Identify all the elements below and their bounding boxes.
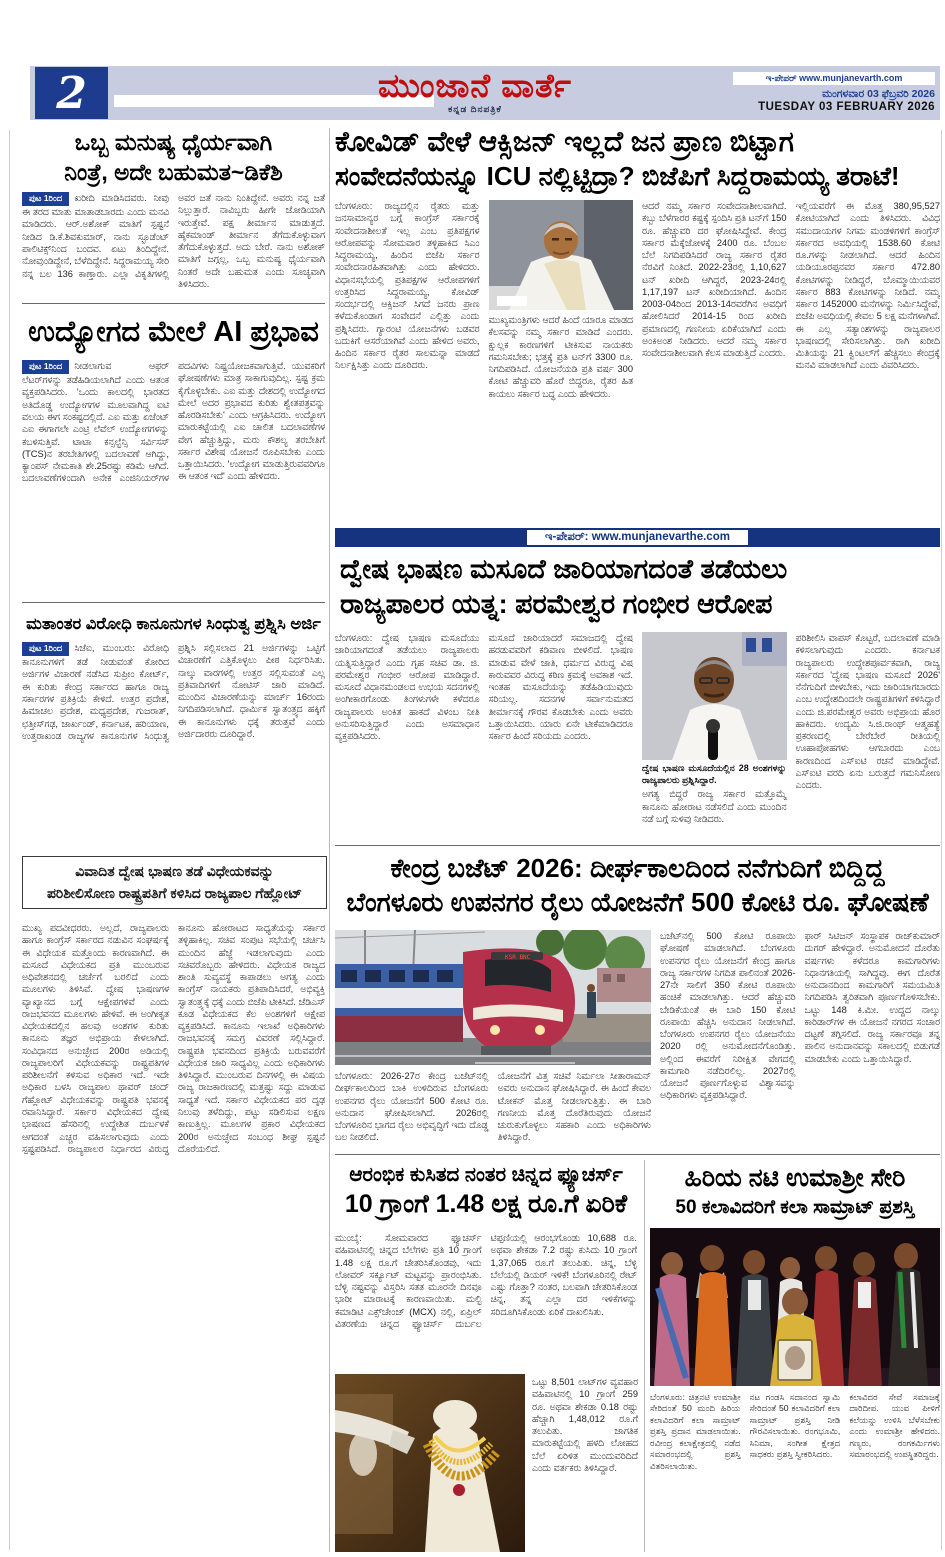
a4-headline-line1: ವಿವಾದಿತ ದ್ವೇಷ ಭಾಷಣ ತಡೆ ವಿಧೇಯಕವನ್ನು <box>75 863 274 879</box>
main-col4: ಇಲ್ಲಿಯವರೆಗೆ ಈ ಮೊತ್ತ 380,95,527 ಕೋಟಿಯಾಗಿದೆ ಎಂದು ತಿಳಿಸಿದರು. ವಿವಿಧ ಸಮುದಾಯಗಳ ನಿಗಮ ಮಂಡಳಿಗಳಿಗೆ ಕಾಂಗ್ರೆಸ್ ಸರ್ಕಾರದ ಅವಧಿಯಲ್ಲಿ 1538.60 ಕೋಟಿ ರೂ.ಗಳನ್ನು ನೀಡಲಾಗಿದೆ. ಆದರೆ ಹಿಂದಿನ ಯಡಿಯೂರಪ್ಪನವರ ಸರ್ಕಾರ 472.80 ಕೋಟಿಗಳನ್ನು ನೀಡಿದ್ದರೆ, ಬೊಮ್ಮಾಯಿಯವರ ಸರ್ಕಾರ 883 ಕೋಟಿಗಳನ್ನು ನೀಡಿದೆ. ನಮ್ಮ ಸರ್ಕಾರ 1452000 ಮನೆಗಳನ್ನು ನಿರ್ಮಿಸಿದ್ದೇವೆ, ಬಿಜೆಪಿ ಅವಧಿಯಲ್ಲಿ ಕೇವಲ 5 ಲಕ್ಷ ಮನೆಗಳಾಗಿವೆ. ಈ ಎಲ್ಲ ಸತ್ಯಾಂಶಗಳನ್ನು ರಾಜ್ಯಪಾಲರ ಭಾಷಣದಲ್ಲಿ ಸೇರಿಸಲಾಗಿತ್ತು. ರಾಗಿ ಖರೀದಿ ಮಿತಿಯನ್ನು 21 ಕ್ವಿಂಟಲ್‌ಗೆ ಹೆಚ್ಚಿಸಲು ಕೇಂದ್ರಕ್ಕೆ ಮನವಿ ಮಾಡಲಾಗಿದೆ ಎಂದು ವಿವರಿಸಿದರು. <box>795 201 940 371</box>
a4-box-headline <box>22 856 327 909</box>
main-col2-text: ಮುಖ್ಯಮಂತ್ರಿಗಳು ಆದರೆ ಹಿಂದೆ ಯಾರೂ ಮಾಡದ ಕೆಲಸವನ್ನು ನಮ್ಮ ಸರ್ಕಾರ ಮಾಡಿದೆ ಎಂದರು. ಕ್ಷುಲ್ಲಕ ಕಾರಣಗಳಿಗೆ ಟೀಕಿಸುವ ನಾಯಕರು ಗಮನಿಸಬೇಕು; ಭತ್ತಕ್ಕೆ ಪ್ರತಿ ಟನ್‌ಗೆ 3300 ರೂ. ನಿಗದಿಪಡಿಸಿದೆ. ಯೋಜನೆಯಡಿ ಪ್ರತಿ ವರ್ಷ 300 ಕೋಟಿ ಹೆಚ್ಚುವರಿ ಹೊರೆ ಬಿದ್ದರೂ, ರೈತರ ಹಿತ ಕಾಯಲು ಸರ್ಕಾರ ಬದ್ಧ ಎಂದು ಹೇಳಿದರು. <box>488 315 633 399</box>
main-headline-line2: ಸಂವೇದನೆಯನ್ನೂ ICU ನಲ್ಲಿಟ್ಟಿದ್ರಾ? ಬಿಜೆಪಿಗೆ ಸಿದ್ದರಾಮಯ್ಯ ತರಾಟೆ! <box>335 161 900 192</box>
gold-side-text: ಒಟ್ಟು 8,501 ಲಾಟ್‌ಗಳ ವ್ಯವಹಾರ ವಹಿವಾಟಿನಲ್ಲಿ 10 ಗ್ರಾಂಗೆ 259 ರೂ. ಅಥವಾ ಶೇಕಡಾ 0.18 ರಷ್ಟು ಹೆಚ್ಚಾಗಿ 1,48,012 ರೂ.ಗೆ ತಲುಪಿತು. ಜಾಗತಿಕ ಮಾರುಕಟ್ಟೆಯಲ್ಲಿ ಹಳದಿ ಲೋಹದ ಬೆಲೆ ಏರಿಳಿತ ಮುಂದುವರಿದಿದೆ ಎಂದು ವರ್ತಕರು ತಿಳಿಸಿದ್ದಾರೆ. <box>532 1377 638 1473</box>
epaper-banner-text: ಇ-ಪೇಪರ್: www.munjanevarthe.com <box>527 530 748 545</box>
budget-col3: ಬಜೆಟ್‌ನಲ್ಲಿ 500 ಕೋಟಿ ರೂಪಾಯಿ ಘೋಷಣೆ ಮಾಡಲಾಗಿದೆ. ಬೆಂಗಳೂರು ಉಪನಗರ ರೈಲು ಯೋಜನೆಗೆ ಕೇಂದ್ರ ಹಾಗೂ ರಾಜ್ಯ ಸರ್ಕಾರಗಳ ನಿಗದಿತ ಪಾಲಿನಂತೆ 2026-27ನೇ ಸಾಲಿಗೆ 350 ಕೋಟಿ ರೂಪಾಯಿ ಹಂಚಿಕೆ ಮಾಡಲಾಗಿತ್ತು. ಆದರೆ ಹೆಚ್ಚುವರಿ ಬೇಡಿಕೆಯಂತೆ ಈ ಬಾರಿ 150 ಕೋಟಿ ರೂಪಾಯಿ ಹೆಚ್ಚಿಸಿ ಅನುದಾನ ನೀಡಲಾಗಿದೆ. ಬೆಂಗಳೂರು ಉಪನಗರ ರೈಲು ಯೋಜನೆಯು 2020 ರಲ್ಲಿ ಅನುಮೋದನೆಗೊಂಡಿತ್ತು. ಅಲ್ಲಿಂದ ಈವರೆಗೆ ನಿರೀಕ್ಷಿತ ವೇಗದಲ್ಲಿ ಕಾಮಗಾರಿ ನಡೆದಿರಲಿಲ್ಲ. 2027ರಲ್ಲಿ ಯೋಜನೆ ಪೂರ್ಣಗೊಳ್ಳುವ ವಿಶ್ವಾಸವನ್ನು ಅಧಿಕಾರಿಗಳು ವ್ಯಕ್ತಪಡಿಸಿದ್ದಾರೆ. <box>660 931 796 1101</box>
a1-body-text: ಖರೀದಿ ಮಾಡಿಸಿದವರು. ನೀವು ಈ ತರದ ಮಾತು ಮಾತಾಡಬಾರದು ಎಂದು ಮನವಿ ಮಾಡಿದರು. ಆರ್.ಅಶೋಕ್ ಮಾತಿಗೆ ಸ್ಪಷ್ಟನೆ ನೀಡಿದ ಡಿ.ಕೆ.ಶಿವಕುಮಾರ್, ನಾನು ಸ್ಟೂಡೆಂಟ್ ಪಾಲಿಟಿಕ್ಸ್‌ನಿಂದ ಬಂದವ. ಏಟು ತಿಂದಿದ್ದೇನೆ. ನೋವುಂಡಿದ್ದೇನೆ, ಬೆಳೆದಿದ್ದೇನೆ. ಸಿದ್ದರಾಮಯ್ಯ ಸೇರಿ ನನ್ನ ಬಲ 136 ಕಾಣ್ತಾರು. ಎಲ್ಲಾ ವಿಕೃತಿಗಳಲ್ಲಿ ಅವರ ಜತೆ ನಾನು ನಿಂತಿದ್ದೇನೆ. ಅವರು ನನ್ನ ಜತೆ ನಿಲ್ಲುತ್ತಾರೆ. ನಾವಿಬ್ಬರು ಹೀಗೇ ಜೋಡಿಯಾಗಿ ಇರುತ್ತೇವೆ. ಪಕ್ಷ ತೀರ್ಮಾನ ಮಾಡುತ್ತದೆ. ಹೈಕಮಾಂಡ್ ತೀರ್ಮಾನ ತೆಗೆದುಕೊಳ್ಳುವಾಗ ತೆಗೆದುಕೊಳ್ಳುತ್ತದೆ. ಅದು ಬೇರೆ. ನಾನು ಅಶೋಕ್ ಮಾತಿಗೆ ಜಗ್ಗಲ್ಲ, ಒಬ್ಬ ಮನುಷ್ಯ ಧೈರ್ಯವಾಗಿ ನಿಂತರೆ ಅದೇ ಬಹುಮತ ಎಂದು ಸೂಚ್ಯವಾಗಿ ತಿಳಿಸಿದರು. <box>22 193 325 289</box>
main-article-columns <box>335 200 940 522</box>
budget-headline-line1: ಕೇಂದ್ರ ಬಜೆಟ್ 2026: ದೀರ್ಘಕಾಲದಿಂದ ನನೆಗುದಿಗೆ ಬಿದ್ದಿದ್ದ <box>390 853 885 883</box>
budget-caption-row <box>335 1070 651 1150</box>
a1-headline-line2: ನಿಂತ್ರೆ, ಅದೇ ಬಹುಮತ~ಡಿಕೆಶಿ <box>64 158 283 185</box>
a3-body <box>22 642 325 848</box>
page-number <box>35 67 108 119</box>
hate-divider <box>335 845 940 846</box>
a3-headline: ಮತಾಂತರ ವಿರೋಧಿ ಕಾನೂನುಗಳ ಸಿಂಧುತ್ವ ಪ್ರಶ್ನಿಸಿ ಅರ್ಜಿ <box>26 615 321 633</box>
date-english: TUESDAY 03 FEBRUARY 2026 <box>758 101 935 113</box>
hate-col2: ಮಸೂದೆ ಜಾರಿಯಾದರೆ ಸಮಾಜದಲ್ಲಿ ದ್ವೇಷ ಹರಡುವವರಿಗೆ ಕಡಿವಾಣ ಬೀಳಲಿದೆ. ಭಾಷಣ ಮಾಡುವ ವೇಳೆ ಜಾತಿ, ಧರ್ಮದ ವಿರುದ್ಧ ವಿಷ ಕಾರುವವರ ವಿರುದ್ಧ ಕಠಿಣ ಕ್ರಮಕ್ಕೆ ಅವಕಾಶ ಇದೆ. ಇಂತಹ ಮಸೂದೆಯನ್ನು ತಡೆಹಿಡಿಯುವುದು ಸರಿಯಲ್ಲ. ಸದನಗಳ ಸರ್ವಾನುಮತದ ತೀರ್ಮಾನಕ್ಕೆ ಗೌರವ ಕೊಡಬೇಕು ಎಂದು ಅವರು ಒತ್ತಾಯಿಸಿದರು. ಯಾರು ಏನೇ ಟೀಕೆಮಾಡಿದರೂ ಸರ್ಕಾರ ಹಿಂದೆ ಸರಿಯದು ಎಂದರು. <box>488 633 633 742</box>
column-divider-left <box>329 128 330 1552</box>
budget-headline-line2: ಬೆಂಗಳೂರು ಉಪನಗರ ರೈಲು ಯೋಜನೆಗೆ 500 ಕೋಟಿ ರೂ. ಘೋಷಣೆ <box>346 886 929 917</box>
hate-col4: ಪರಿಶೀಲಿಸಿ ವಾಪಸ್ ಕೊಟ್ಟರೆ, ಬದಲಾವಣೆ ಮಾಡಿ ಕಳಿಸಲಾಗುವುದು ಎಂದರು. ಕರ್ನಾಟಕ ರಾಜ್ಯಪಾಲರು ಉದ್ದೇಶಪೂರ್ವಕವಾಗಿ, ರಾಜ್ಯ ಸರ್ಕಾರದ 'ದ್ವೇಷ ಭಾಷಣ ಮಸೂದೆ 2026' ನೆನೆಗುದಿಗೆ ಬೀಳಬೇಕು, ಇದು ಜಾರಿಯಾಗಬಾರದು ಎಂಬ ಉದ್ದೇಶದಿಂದಲೇ ರಾಷ್ಟ್ರಪತಿಗಳಿಗೆ ಕಳಿಸಿದ್ದಾರೆ ಎಂದು ಜಿ.ಪರಮೇಶ್ವರ ಅವರು ಅಭಿಪ್ರಾಯ ಹೊರ ಹಾಕಿದರು. ಉದ್ಯಮಿ ಸಿ.ಜಿ.ರಾಂಥ್ ಆತ್ಮಹತ್ಯೆ ಪ್ರಕರಣದಲ್ಲಿ ಬೇರೆಬೇರೆ ರೀತಿಯಲ್ಲಿ ಊಹಾಪೋಹಗಳು ಆಗಬಾರದು ಎಂಬ ಕಾರಣದಿಂದ ಎಸ್‌ಐಟಿ ರಚನೆ ಮಾಡಿದ್ದೇವೆ. ಎಸ್‌ಐಟಿ ವರದಿ ಏನು ಬರುತ್ತದೆ ಗಮನಿಸೋಣ ಎಂದರು. <box>795 633 940 791</box>
epaper-url: ಇ-ಪೇಪರ್ www.munjanevarth.com <box>733 72 935 85</box>
hate-col3-text: ಅಗತ್ಯ ಬಿದ್ದರೆ ರಾಜ್ಯ ಸರ್ಕಾರ ಮತ್ತೊಮ್ಮೆ ಕಾನೂನು ಹೋರಾಟ ನಡೆಸಲಿದೆ ಎಂದು ಮುಂದಿನ ನಡೆ ಬಗ್ಗೆ ಸುಳಿವು ನೀಡಿದರು. <box>642 789 787 824</box>
budget-caption-col2: ಯೋಜನೆಗೆ ವಿತ್ತ ಸಚಿವೆ ನಿರ್ಮಲಾ ಸೀತಾರಾಮನ್ ಅವರು ಅನುದಾನ ಘೋಷಿಸಿದ್ದಾರೆ. ಈ ಹಿಂದೆ ಕೇವಲ ಟೋಕನ್ ಮೊತ್ತ ನೀಡಲಾಗುತ್ತಿತ್ತು. ಈ ಬಾರಿ ಗಣನೀಯ ಮೊತ್ತ ದೊರೆತಿರುವುದು ಯೋಜನೆ ಚುರುಕುಗೊಳ್ಳಲು ಸಹಕಾರಿ ಎಂದು ಅಧಿಕಾರಿಗಳು ತಿಳಿಸಿದ್ದಾರೆ. <box>497 1071 651 1143</box>
gold-jewellery-photo <box>335 1374 525 1552</box>
a3-from-page1-badge: ಪುಟ 1ರಿಂದ <box>22 642 69 656</box>
hate-photo-caption: ದ್ವೇಷ ಭಾಷಣ ಮಸೂದೆಯಲ್ಲಿನ 28 ಅಂಶಗಳನ್ನು ರಾಜ್ಯಪಾಲರು ಪ್ರಶ್ನಿಸಿದ್ದಾರೆ. <box>642 763 787 785</box>
newspaper-subtitle: ಕನ್ನಡ ದಿನಪತ್ರಿಕೆ <box>448 104 502 114</box>
suburban-train-photo <box>335 930 651 1065</box>
main-col2 <box>489 200 634 522</box>
umashree-body-columns <box>650 1392 940 1552</box>
umashree-col3: ಕಲಾವಿದರ ಸೇವೆ ಸಮಾಜಕ್ಕೆ ದಾರಿದೀಪ. ಯುವ ಪೀಳಿಗೆ ಕಲೆಯನ್ನು ಉಳಿಸಿ ಬೆಳೆಸಬೇಕು ಎಂದು ಉಮಾಶ್ರೀ ಹೇಳಿದರು. ಗಣ್ಯರು, ರಂಗಕರ್ಮಿಗಳು ಸಮಾರಂಭದಲ್ಲಿ ಉಪಸ್ಥಿತರಿದ್ದರು. <box>849 1392 941 1460</box>
column-divider-bottom <box>644 1160 645 1552</box>
a2-body <box>22 360 325 598</box>
svg-text:KSR BNC: KSR BNC <box>505 954 531 961</box>
a2-from-page1-badge: ಪುಟ 1ರಿಂದ <box>22 360 69 374</box>
a4-body: ಮುಖ್ಯ ಪದವೀಧರರು. ಅಲ್ಲದೆ, ರಾಜ್ಯಪಾಲರು ಹಾಗೂ ಕಾಂಗ್ರೆಸ್ ಸರ್ಕಾರದ ನಡುವಿನ ಸಂಘರ್ಷಕ್ಕೆ ಈ ವಿಧೇಯಕ ಮತ್ತೊಂದು ಕಾರಣವಾಗಿದೆ. ಈ ಮಸೂದೆ ವಿಧೇಯಕದ ಪ್ರತಿ ಮುಂಬರುವ ಅಧಿವೇಶನದಲ್ಲಿ ಚರ್ಚೆಗೆ ಬರಲಿದೆ ಎಂದು ಮೂಲಗಳು ತಿಳಿಸಿವೆ. ದ್ವೇಷ ಭಾಷಣಗಳ ವ್ಯಾಖ್ಯಾನದ ಬಗ್ಗೆ ಆಕ್ಷೇಪಗಳಿವೆ ಎಂದು ರಾಜಭವನದ ಮೂಲಗಳು ಹೇಳಿವೆ. ಈ ಅಂಗೀಕೃತ ವಿಧೇಯಕದಲ್ಲಿನ ಹಲವು ಅಂಶಗಳ ಕುರಿತು ಕಾನೂನು ತಜ್ಞರ ಅಭಿಪ್ರಾಯ ಕೇಳಲಾಗಿದೆ. ಸಂವಿಧಾನದ ಅನುಚ್ಛೇದ 200ರ ಅಡಿಯಲ್ಲಿ ರಾಜ್ಯಪಾಲರಿಗೆ ವಿಧೇಯಕವನ್ನು ರಾಷ್ಟ್ರಪತಿಗಳ ಪರಿಶೀಲನೆಗೆ ಕಳಿಸುವ ಅಧಿಕಾರ ಇದೆ. ಇದೇ ಅಧಿಕಾರ ಬಳಸಿ ರಾಜ್ಯಪಾಲ ಥಾವರ್ ಚಂದ್ ಗೆಹ್ಲೋಟ್ ವಿಧೇಯಕವನ್ನು ರಾಷ್ಟ್ರಪತಿ ಭವನಕ್ಕೆ ರವಾನಿಸಿದ್ದಾರೆ. ಸರ್ಕಾರ ವಿಧೇಯಕದ ದ್ವೇಷ ಭಾಷಣದ ಹೆಸರಿನಲ್ಲಿ ಉದ್ದೇಶಿತ ದುರ್ಬಳಕೆ ಆಗದಂತೆ ಎಚ್ಚರ ವಹಿಸಲಾಗುವುದು ಎಂದು ಸ್ಪಷ್ಟಪಡಿಸಿದೆ. ರಾಜ್ಯಪಾಲರ ನಿರ್ಧಾರದ ವಿರುದ್ಧ ಕಾನೂನು ಹೋರಾಟದ ಸಾಧ್ಯತೆಯನ್ನು ಸರ್ಕಾರ ತಳ್ಳಿಹಾಕಿಲ್ಲ. ಸಚಿವ ಸಂಪುಟ ಸಭೆಯಲ್ಲಿ ಚರ್ಚಿಸಿ ಮುಂದಿನ ಹೆಜ್ಜೆ ಇಡಲಾಗುವುದು ಎಂದು ಸಚಿವರೊಬ್ಬರು ಹೇಳಿದರು. ವಿಧೇಯಕ ರಾಜ್ಯದ ಶಾಂತಿ ಸುವ್ಯವಸ್ಥೆ ಕಾಪಾಡಲು ಅಗತ್ಯ ಎಂದು ಕಾಂಗ್ರೆಸ್ ನಾಯಕರು ಪ್ರತಿಪಾದಿಸಿದರೆ, ಅಭಿವ್ಯಕ್ತಿ ಸ್ವಾತಂತ್ರ್ಯಕ್ಕೆ ಧಕ್ಕೆ ಎಂದು ಬಿಜೆಪಿ ಟೀಕಿಸಿದೆ. ಜೆಡಿಎಸ್ ಕೂಡ ವಿಧೇಯಕದ ಕೆಲ ಅಂಶಗಳಿಗೆ ಆಕ್ಷೇಪ ವ್ಯಕ್ತಪಡಿಸಿದೆ. ಕಾನೂನು ಇಲಾಖೆ ಅಧಿಕಾರಿಗಳು ರಾಜಭವನಕ್ಕೆ ಸಮಗ್ರ ವಿವರಣೆ ಸಲ್ಲಿಸಿದ್ದಾರೆ. ರಾಷ್ಟ್ರಪತಿ ಭವನದಿಂದ ಪ್ರತಿಕ್ರಿಯೆ ಬರುವವರೆಗೆ ವಿಧೇಯಕ ಜಾರಿ ಸಾಧ್ಯವಿಲ್ಲ ಎಂದು ಅಧಿಕಾರಿಗಳು ತಿಳಿಸಿದ್ದಾರೆ. ಮುಂಬರುವ ದಿನಗಳಲ್ಲಿ ಈ ವಿಷಯ ರಾಜ್ಯ ರಾಜಕಾರಣದಲ್ಲಿ ಮತ್ತಷ್ಟು ಸದ್ದು ಮಾಡುವ ಸಾಧ್ಯತೆ ಇದೆ. ಸರ್ಕಾರ ವಿಧೇಯಕದ ಪರ ದೃಢ ನಿಲುವು ತಳೆದಿದ್ದು, ಪಟ್ಟು ಸಡಿಲಿಸುವ ಲಕ್ಷಣ ಕಾಣುತ್ತಿಲ್ಲ. ಮೂಲಗಳ ಪ್ರಕಾರ ವಿಧೇಯಕದ 200ರ ಅನುಚ್ಛೇದ ಸಂಬಂಧ ಶೀಘ್ರ ಸ್ಪಷ್ಟನೆ ದೊರೆಯಲಿದೆ. <box>22 923 325 1154</box>
page-number-text: 2 <box>56 67 87 119</box>
hate-col1: ಬೆಂಗಳೂರು: ದ್ವೇಷ ಭಾಷಣ ಮಸೂದೆಯು ಜಾರಿಯಾಗದಂತೆ ತಡೆಯಲು ರಾಜ್ಯಪಾಲರು ಯತ್ನಿಸುತ್ತಿದ್ದಾರೆ ಎಂದು ಗೃಹ ಸಚಿವ ಡಾ. ಜಿ. ಪರಮೇಶ್ವರ ಗಂಭೀರ ಆರೋಪ ಮಾಡಿದ್ದಾರೆ. ಮಸೂದೆ ವಿಧಾನಮಂಡಲದ ಉಭಯ ಸದನಗಳಲ್ಲಿ ಅಂಗೀಕಾರಗೊಂಡು ತಿಂಗಳುಗಳೇ ಕಳೆದರೂ ರಾಜ್ಯಪಾಲರು ಅಂಕಿತ ಹಾಕದೆ ವಿಳಂಬ ನೀತಿ ಅನುಸರಿಸುತ್ತಿದ್ದಾರೆ ಎಂದು ಅಸಮಾಧಾನ ವ್ಯಕ್ತಪಡಿಸಿದರು. <box>335 633 480 742</box>
gold-headline-line2: 10 ಗ್ರಾಂಗೆ 1.48 ಲಕ್ಷ ರೂ.ಗೆ ಏರಿಕೆ <box>344 1190 628 1218</box>
page-left-edge <box>9 130 10 1550</box>
budget-divider <box>335 1154 940 1155</box>
epaper-banner <box>335 528 940 547</box>
budget-body-columns <box>660 930 940 1150</box>
hate-headline <box>340 552 940 622</box>
a1-headline <box>22 128 325 188</box>
parameshwara-photo <box>642 632 787 760</box>
siddaramaiah-photo <box>489 200 634 310</box>
a2-divider <box>22 602 325 603</box>
a1-from-page1-badge: ಪುಟ 1ರಿಂದ <box>22 192 69 206</box>
umashree-headline-line2: 50 ಕಲಾವಿದರಿಗೆ ಕಲಾ ಸಾಮ್ರಾಟ್ ಪ್ರಶಸ್ತಿ <box>675 1197 915 1218</box>
budget-col4: ಫಾರ್ ಸಿಟಿಜನ್ ಸಂಸ್ಥಾಪಕ ರಾಜ್‌ಕುಮಾರ್ ದುಗರ್ ಹೇಳಿದ್ದಾರೆ. ಅನುಮೋದನೆ ದೊರೆತು ವರ್ಷಗಳು ಕಳೆದರೂ ಕಾಮಗಾರಿಗಳು ನಿಧಾನಗತಿಯಲ್ಲಿ ಸಾಗಿದ್ದವು. ಈಗ ದೊರೆತ ಅನುದಾನದಿಂದ ಕಾಮಗಾರಿಗೆ ಸಮಯಮಿತಿ ನಿಗದಿಪಡಿಸಿ ತ್ವರಿತವಾಗಿ ಪೂರ್ಣಗೊಳಿಸಬೇಕು. ಒಟ್ಟು 148 ಕಿ.ಮೀ. ಉದ್ದದ ನಾಲ್ಕು ಕಾರಿಡಾರ್‌ಗಳ ಈ ಯೋಜನೆ ನಗರದ ಸಂಚಾರ ದಟ್ಟಣೆ ತಗ್ಗಿಸಲಿದೆ. ರಾಜ್ಯ ಸರ್ಕಾರವೂ ತನ್ನ ಪಾಲಿನ ಅನುದಾನವನ್ನು ಸಕಾಲದಲ್ಲಿ ಬಿಡುಗಡೆ ಮಾಡಬೇಕು ಎಂದು ಒತ್ತಾಯಿಸಿದ್ದಾರೆ. <box>804 931 940 1064</box>
a1-divider <box>22 303 325 304</box>
page-right-edge <box>941 130 942 1550</box>
newspaper-title: ಮುಂಜಾನೆ ವಾರ್ತೆ <box>378 67 572 104</box>
budget-headline <box>335 852 940 920</box>
umashree-col1: ಬೆಂಗಳೂರು: ಚಿತ್ರನಟಿ ಉಮಾಶ್ರೀ ಸೇರಿದಂತೆ 50 ಮಂದಿ ಹಿರಿಯ ಕಲಾವಿದರಿಗೆ ಕಲಾ ಸಾಮ್ರಾಟ್ ಪ್ರಶಸ್ತಿ ಪ್ರದಾನ ಮಾಡಲಾಯಿತು. ರವೀಂದ್ರ ಕಲಾಕ್ಷೇತ್ರದಲ್ಲಿ ನಡೆದ ಸಮಾರಂಭದಲ್ಲಿ ಪ್ರಶಸ್ತಿ ವಿತರಿಸಲಾಯಿತು. <box>650 1392 741 1471</box>
a4-headline-line2: ಪರಿಶೀಲಿಸೋಣ ರಾಷ್ಟ್ರಪತಿಗೆ ಕಳಿಸಿದ ರಾಜ್ಯಪಾಲ ಗೆಹ್ಲೋಟ್ <box>46 884 303 901</box>
budget-caption-col1: ಬೆಂಗಳೂರು: 2026-27ರ ಕೇಂದ್ರ ಬಜೆಟ್‌ನಲ್ಲಿ ದೀರ್ಘಕಾಲದಿಂದ ಬಾಕಿ ಉಳಿದಿರುವ ಬೆಂಗಳೂರು ಉಪನಗರ ರೈಲು ಯೋಜನೆಗೆ 500 ಕೋಟಿ ರೂ. ಅನುದಾನ ಘೋಷಿಸಲಾಗಿದೆ. 2026ರಲ್ಲಿ ಬೆಂಗಳೂರಿನ ಭಾಗದ ರೈಲು ಅಭಿವೃದ್ಧಿಗೆ ಇದು ದೊಡ್ಡ ಬಲ ನೀಡಲಿದೆ. <box>335 1071 489 1143</box>
award-ceremony-photo <box>650 1228 940 1386</box>
main-col1: ಬೆಂಗಳೂರು: ರಾಜ್ಯದಲ್ಲಿನ ರೈತರು ಮತ್ತು ಜನಸಾಮಾನ್ಯರ ಬಗ್ಗೆ ಕಾಂಗ್ರೆಸ್ ಸರ್ಕಾರಕ್ಕೆ ಸಂವೇದನಾಶೀಲತೆ ಇಲ್ಲ ಎಂಬ ಪ್ರತಿಪಕ್ಷಗಳ ಆರೋಪವನ್ನು ಸೋಮವಾರ ತಳ್ಳಿಹಾಕಿದ ಸಿಎಂ ಸಿದ್ದರಾಮಯ್ಯ, ಹಿಂದಿನ ಬಿಜೆಪಿ ಸರ್ಕಾರ ಸಂವೇದನಾರಹಿತವಾಗಿತ್ತು ಎಂದು ಹೇಳಿದರು. ವಿಧಾನಸಭೆಯಲ್ಲಿ ಪ್ರತಿಪಕ್ಷಗಳ ಆರೋಪಗಳಿಗೆ ಉತ್ತರಿಸಿದ ಸಿದ್ದರಾಮಯ್ಯ, ಕೋವಿಡ್ ಸಂದರ್ಭದಲ್ಲಿ ಆಕ್ಸಿಜನ್ ಸಿಗದೆ ಜನರು ಪ್ರಾಣ ಕಳೆದುಕೊಂಡಾಗ ಸಂವೇದನೆ ಎಲ್ಲಿತ್ತು ಎಂದು ಪ್ರಶ್ನಿಸಿದರು. ಗ್ಯಾರಂಟಿ ಯೋಜನೆಗಳು ಬಡವರ ಬದುಕಿಗೆ ಆಸರೆಯಾಗಿವೆ ಎಂದು ಹೇಳಿದ ಅವರು, ಹಿಂದಿನ ಸರ್ಕಾರ ರೈತರ ಸಾಲಮನ್ನಾ ಮಾಡದೆ ನಿರ್ಲಕ್ಷಿಸಿತ್ತು ಎಂದು ದೂರಿದರು. <box>335 201 480 371</box>
gold-headline-line1: ಆರಂಭಿಕ ಕುಸಿತದ ನಂತರ ಚಿನ್ನದ ಫ್ಯೂಚರ್ಸ್ <box>349 1164 623 1186</box>
a2-headline: ಉದ್ಯೋಗದ ಮೇಲೆ AI ಪ್ರಭಾವ <box>28 316 319 348</box>
umashree-col2: ನಟ ಗಂಡಸಿ ಸದಾನಂದ ಸ್ವಾಮಿ ಸೇರಿದಂತೆ 50 ಕಲಾವಿದರಿಗೆ ಕಲಾ ಸಾಮ್ರಾಟ್ ಪ್ರಶಸ್ತಿ ನೀಡಿ ಗೌರವಿಸಲಾಯಿತು. ರಂಗಭೂಮಿ, ಸಿನಿಮಾ, ಸಂಗೀತ ಕ್ಷೇತ್ರದ ಸಾಧಕರು ಪ್ರಶಸ್ತಿ ಸ್ವೀಕರಿಸಿದರು. <box>749 1392 841 1460</box>
hate-headline-line1: ದ್ವೇಷ ಭಾಷಣ ಮಸೂದೆ ಜಾರಿಯಾಗದಂತೆ ತಡೆಯಲು <box>340 554 788 584</box>
main-headline <box>335 124 940 194</box>
date-kannada: ಮಂಗಳವಾರ 03 ಫೆಬ್ರವರಿ 2026 <box>822 88 935 100</box>
hate-article-columns <box>335 632 940 842</box>
gold-body: ಮುಂಬೈ: ಸೋಮವಾರದ ಫ್ಯೂಚರ್ಸ್ ವಹಿವಾಟಿನಲ್ಲಿ ಚಿನ್ನದ ಬೆಲೆಗಳು ಪ್ರತಿ 10 ಗ್ರಾಂಗೆ 1.48 ಲಕ್ಷ ರೂ.ಗೆ ಚೇತರಿಸಿಕೊಂಡವು, ಇದು ಲೋವರ್ ಸರ್ಕ್ಯೂಟ್ ಮಟ್ಟವನ್ನು ಪ್ರಾರಂಭಿಸಿತು. ಬೆಳ್ಳಿ ನಷ್ಟವನ್ನು ವಿಸ್ತರಿಸಿ ಸತತ ಮೂರನೇ ದಿನವೂ ಭಾರೀ ಮಾರಾಟಕ್ಕೆ ಕಾರಣವಾಯಿತು. ಮಲ್ಟಿ ಕಮಾಡಿಟಿ ಎಕ್ಸ್‌ಚೇಂಜ್ (MCX) ನಲ್ಲಿ, ಏಪ್ರಿಲ್ ವಿತರಣೆಯ ಚಿನ್ನದ ಫ್ಯೂಚರ್ಸ್ ದುರ್ಬಲ ಟಿಪ್ಪಣಿಯಲ್ಲಿ ಆರಂಭಗೊಂಡು 10,688 ರೂ. ಅಥವಾ ಶೇಕಡಾ 7.2 ರಷ್ಟು ಕುಸಿದು 10 ಗ್ರಾಂಗೆ 1,37,065 ರೂ.ಗೆ ತಲುಪಿತು. ಚಿನ್ನ, ಬೆಳ್ಳಿ ಬೆಲೆಯಲ್ಲಿ ಡಿಯರ್ ಇಳಿಕೆ! ಬೆಂಗಳೂರಿನಲ್ಲಿ ರೇಟ್ ಎಷ್ಟು ಗೊತ್ತಾ? ನಂತರ, ಬಲವಾಗಿ ಚೇತರಿಸಿಕೊಂಡ ಚಿನ್ನ, ತನ್ನ ಎಲ್ಲಾ ದರ ಇಳಿಕೆಗಳನ್ನು ಸರಿದೂಗಿಸಿಕೊಂಡು ಏರಿಕೆ ದಾಖಲಿಸಿತು. <box>335 1233 637 1329</box>
a2-body-text: ನೀಡಲಾಗುವ ಆಫರ್ ಲೆಟರ್‌ಗಳನ್ನು ತಡೆಹಿಡಿಯಲಾಗಿದೆ ಎಂದು ಆತಂಕ ವ್ಯಕ್ತಪಡಿಸಿದರು. 'ಒಂದು ಕಾಲದಲ್ಲಿ ಭಾರತದ ಅತಿದೊಡ್ಡ ಉದ್ಯೋಗಗಳ ಮೂಲವಾಗಿದ್ದ ಐಟಿ ವಲಯ ಈಗ ಸಂಕಷ್ಟದಲ್ಲಿದೆ. ಎಐ ಮತ್ತು ಏಜೆಂಟ್ ಎಐ ಈಗಾಗಲೇ ಎಂಟ್ರಿ ಲೆವೆಲ್ ಉದ್ಯೋಗಗಳನ್ನು ಕಬಳಿಸುತ್ತಿವೆ. ಟಾಟಾ ಕನ್ಸಲ್ಟೆನ್ಸಿ ಸರ್ವಿಸಸ್ (TCS)ನ ತರಬೇತಿಗಳಲ್ಲಿ ಬದಲಾವಣೆ ಆಗಿದ್ದು, ಕ್ಯಾಂಪಸ್ ನೇಮಕಾತಿ ಶೇ.25ರಷ್ಟು ಕಡಿಮೆ ಆಗಿದೆ. ಬದಲಾವಣೆಗಳಿಂದಾಗಿ ಅನೇಕ ಎಂಜಿನಿಯರ್‌ಗಳ ಪದವಿಗಳು ನಿಷ್ಪ್ರಯೋಜಕವಾಗುತ್ತಿವೆ. ಯುವಕರಿಗೆ ಘೋಷಣೆಗಳು ಮಾತ್ರ ಸಾಕಾಗುವುದಿಲ್ಲ. ಸ್ಪಷ್ಟ ಕ್ರಮ ಕೈಗೊಳ್ಳಬೇಕು. ಎಐ ಮತ್ತು ದೇಶದಲ್ಲಿ ಉದ್ಯೋಗದ ಮೇಲೆ ಅದರ ಪ್ರಭಾವದ ಕುರಿತು ಶ್ವೇತಪತ್ರವನ್ನು ಹೊರಡಿಸಬೇಕು' ಎಂದು ಆಗ್ರಹಿಸಿದರು. ಉದ್ಯೋಗ ಮಾರುಕಟ್ಟೆಯಲ್ಲಿ ಎಐ ಚಾಲಿತ ಬದಲಾವಣೆಗಳ ವೇಗ ಹೆಚ್ಚುತ್ತಿದ್ದು, ಮರು ಕೌಶಲ್ಯ ತರಬೇತಿಗೆ ಸರ್ಕಾರ ವಿಶೇಷ ಯೋಜನೆ ರೂಪಿಸಬೇಕು ಎಂದು ಒತ್ತಾಯಿಸಿದರು. 'ಉದ್ಯೋಗ ಮಾಡುತ್ತಿರುವವರಿಗೂ ಈ ಆತಂಕ ಇದೆ' ಎಂದು ಹೇಳಿದರು. <box>22 361 325 484</box>
a1-headline-line1: ಒಬ್ಬ ಮನುಷ್ಯ ಧೈರ್ಯವಾಗಿ <box>74 129 273 155</box>
a3-body-text: ಸಿಜೆಐ, ಮುಂಬರು: ವಿರೋಧಿ ಕಾನೂನುಗಳಿಗೆ ತಡೆ ನೀಡುವಂತೆ ಕೋರಿದ ಅರ್ಜಿಗಳ ವಿಚಾರಣೆ ನಡೆಸಿದ ಸುಪ್ರೀಂ ಕೋರ್ಟ್, ಈ ಕುರಿತು ಕೇಂದ್ರ ಸರ್ಕಾರದ ಹಾಗೂ ರಾಜ್ಯ ಸರ್ಕಾರಗಳ ಪ್ರತಿಕ್ರಿಯೆ ಕೇಳಿದೆ. ಉತ್ತರ ಪ್ರದೇಶ, ಹಿಮಾಚಲ ಪ್ರದೇಶ, ಮಧ್ಯಪ್ರದೇಶ, ಗುಜರಾತ್, ಛತ್ತೀಸ್‌ಗಢ, ಜಾರ್ಖಂಡ್, ಕರ್ನಾಟಕ, ಹರಿಯಾಣ, ಉತ್ತರಾಖಂಡ ರಾಜ್ಯಗಳ ಕಾನೂನುಗಳ ಸಿಂಧುತ್ವ ಪ್ರಶ್ನಿಸಿ ಸಲ್ಲಿಸಲಾದ 21 ಅರ್ಜಿಗಳನ್ನು ಒಟ್ಟಿಗೆ ವಿಚಾರಣೆಗೆ ಎತ್ತಿಕೊಳ್ಳಲು ಪೀಠ ನಿರ್ಧರಿಸಿತು. ನಾಲ್ಕು ವಾರಗಳಲ್ಲಿ ಉತ್ತರ ಸಲ್ಲಿಸುವಂತೆ ಎಲ್ಲ ಪ್ರತಿವಾದಿಗಳಿಗೆ ನೋಟಿಸ್ ಜಾರಿ ಮಾಡಿದೆ. ಮುಂದಿನ ವಿಚಾರಣೆಯನ್ನು ಮಾರ್ಚ್ 16ರಂದು ನಿಗದಿಪಡಿಸಲಾಗಿದೆ. ಧಾರ್ಮಿಕ ಸ್ವಾತಂತ್ರ್ಯದ ಹಕ್ಕಿಗೆ ಈ ಕಾನೂನುಗಳು ಧಕ್ಕೆ ತರುತ್ತವೆ ಎಂದು ಅರ್ಜಿದಾರರು ದೂರಿದ್ದಾರೆ. <box>22 643 325 741</box>
a1-body <box>22 192 325 300</box>
umashree-headline-line1: ಹಿರಿಯ ನಟಿ ಉಮಾಶ್ರೀ ಸೇರಿ <box>684 1164 906 1192</box>
hate-col3 <box>642 632 787 842</box>
main-headline-line1: ಕೋವಿಡ್ ವೇಳೆ ಆಕ್ಸಿಜನ್ ಇಲ್ಲದೆ ಜನ ಪ್ರಾಣ ಬಿಟ್ಟಾಗ <box>335 126 794 157</box>
main-col3: ಆದರೆ ನಮ್ಮ ಸರ್ಕಾರ ಸಂವೇದನಾಶೀಲವಾಗಿದೆ. ಕಬ್ಬು ಬೆಳೆಗಾರರ ಕಷ್ಟಕ್ಕೆ ಸ್ಪಂದಿಸಿ ಪ್ರತಿ ಟನ್‌ಗೆ 150 ರೂ. ಹೆಚ್ಚುವರಿ ದರ ಘೋಷಿಸಿದ್ದೇವೆ. ಕೇಂದ್ರ ಸರ್ಕಾರ ಮೆಕ್ಕೆಜೋಳಕ್ಕೆ 2400 ರೂ. ಬೆಂಬಲ ಬೆಲೆ ನಿಗದಿಪಡಿಸಿದರೆ ರಾಜ್ಯ ಸರ್ಕಾರ ರೈತರ ನೆರವಿಗೆ ನಿಂತಿದೆ. 2022-23ರಲ್ಲಿ 1,10,627 ಟನ್ ಖರೀದಿ ಆಗಿದ್ದರೆ, 2023-24ರಲ್ಲಿ 1,17,197 ಟನ್ ಖರೀದಿಯಾಗಿದೆ. ಹಿಂದಿನ 2003-04ರಿಂದ 2013-14ರವರೆಗಿನ ಅವಧಿಗೆ ಹೋಲಿಸಿದರೆ 2014-15 ರಿಂದ ಖರೀದಿ ಪ್ರಮಾಣದಲ್ಲಿ ಗಣನೀಯ ಏರಿಕೆಯಾಗಿದೆ ಎಂದು ಅಂಕಿಅಂಶ ನೀಡಿದರು. ಆದರೆ ನಮ್ಮ ಸರ್ಕಾರ ಸಂವೇದನಾಶೀಲವಾಗಿ ಕೆಲಸ ಮಾಡುತ್ತಿದೆ ಎಂದರು. <box>642 201 787 359</box>
hate-headline-line2: ರಾಜ್ಯಪಾಲರ ಯತ್ನ: ಪರಮೇಶ್ವರ ಗಂಭೀರ ಆರೋಪ <box>340 589 773 620</box>
